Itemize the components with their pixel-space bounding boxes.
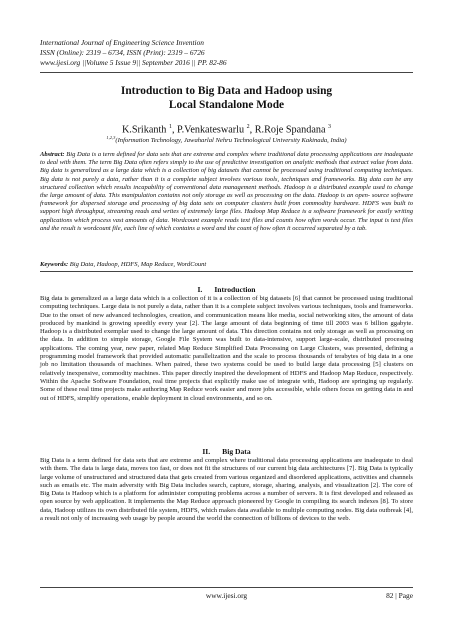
section-body-big-data: Big Data is a term defined for data sets that are extreme and complex where traditional data processing applications are inadequate to deal with them. The data is large data, moves too fast, or does not fit the structures of our current big data architectures [7]. Big Data is typically large volume of unstructured and structured data that gets created from various organized and disordered applications, activities and channels such as emails etc. The main adversity with Big Data includes search, capture, storage, sharing, analysis, and visualization [2]. The core of Big Data is Hadoop which is a platform for administer computing problems across a number of servers. It is first developed and released as open source by web application. It implements the Map Reduce approach pioneered by Google in compiling its search indexes [8]. To store data, Hadoop utilizes its own distributed file system, HDFS, which makes data available to multiple computing nodes. Big data outbreak [4], a result not only of increasing web usage by people around the world the connection of billions of devices to the web. [40,457,413,523]
journal-citation: www.ijesi.org ||Volume 5 Issue 9|| September 2016 || PP. 82-86 [40,58,227,68]
affiliation-text: (Information Technology, Jawaharlal Nehru Technological University Kakinada, India) [115,137,347,145]
author-superscript: 2 [246,124,250,130]
author-name: R.Roje Spandana [254,124,326,136]
paper-title-line-1: Introduction to Big Data and Hadoop using [120,85,333,97]
author-superscript: 1 [168,124,172,130]
affiliation-superscript: 1,2,3 [106,135,116,140]
section-heading-big-data [40,447,413,456]
section-title: Big Data [222,447,251,456]
author-list: K.Srikanth $^1$, P.Venkateswarlu $^2$, R.Roje Spandana $^3$ [121,124,332,136]
author-name: P.Venkateswarlu [177,124,245,136]
section-heading-introduction [40,285,413,294]
author-affiliation [40,134,413,145]
section-number: II. [202,447,211,456]
keywords [40,261,413,269]
paper-title [40,85,413,112]
journal-name: International Journal of Engineering Science Invention [40,38,204,47]
abstract-divider [40,271,413,272]
section-number: I. [197,285,203,294]
keywords-label: Keywords: [40,261,69,268]
author-name: K.Srikanth [121,124,167,136]
journal-issn: ISSN (Online): 2319 – 6734, ISSN (Print): 2319 – 6726 [40,48,205,58]
footer-divider [40,587,413,588]
journal-header [40,38,227,69]
section-body-introduction: Big data is generalized as a large data which is a collection of it is a collection of big datasets [6] that cannot be processed using traditional computing techniques. Large data is not purely a data, rather than it is a complete subject involves various techniques, tools and frameworks. Due to the onset of new advanced technologies, creation, and communication means like media, social networking sites, the amount of data produced by mankind is growing speedily every year [2]. The large amount of data beginning of time till 2003 was 6 billion ggabyte. Hadoop is a distributed exemplar used to change the large amount of data. This direction contains not only storage as well as processing on the data. In addition to simple storage, Google File System was built to data-intensive, support large-scale, distributed processing applications. The coming year, new paper, related Map Reduce Simplified Data Processing on Large Clusters, was presented, defining a programming model framework that provided automatic parallelization and the scale to process thousands of terabytes of big data in a one job no limitation thousands of machines. When paired, these two systems could be used to build large data processing [5] clusters on relatively inexpensive, commodity machines. This paper directly inspired the development of HDFS and Hadoop Map Reduce, respectively. Within the Apache Software Foundation, real time projects that explicitly make use of integrate with, Hadoop are springing up regularly. Some of these real time projects make authoring Map Reduce work easier and more jobs accessible, while others focus on getting data in and out of HDFS, simplify operations, enable deployment in cloud environments, and so on. [40,295,413,402]
keywords-text: Big Data, Hadoop, HDFS, Map Reduce, WordCount [69,261,207,268]
page-number: 82 | Page [386,591,413,600]
author-superscript: 3 [328,124,332,130]
abstract-text: Big Data is a term defined for data sets that are extreme and complex where traditional data processing applications are inadequate to deal with them. The term Big Data often refers simply to the use of predictive investigation on analytic methods that extract value from data. Big data is generalized as a large data which is a collection of big datasets that cannot be processed using traditional computing techniques. Big data is not purely a data, rather than it is a complete subject involves various tools, techniques and frameworks. Big data can be any structured collection which results incapability of conventional data management methods. Hadoop is a distributed example used to change the large amount of data. This manipulation contains not only storage as well as processing on the data. Hadoop is an open- source software framework for dispersed storage and processing of big data sets on computer clusters built from commodity hardware. HDFS was built to support high throughput, streaming reads and writes of extremely large files. Hadoop Map Reduce is a software framework for easily writing applications which process vast amounts of data. Wordcount example reads text files and counts how often words occur. The input is text files and the result is wordcount file, each line of which contains a word and the count of how often it occurred separated by a tab. [40,151,413,232]
section-title: Introduction [214,285,256,294]
header-divider [40,72,413,73]
paper-title-line-2: Local Standalone Mode [168,98,285,111]
abstract-label: Abstract: [40,151,65,158]
footer-url: www.ijesi.org [205,591,248,600]
abstract [40,151,413,233]
